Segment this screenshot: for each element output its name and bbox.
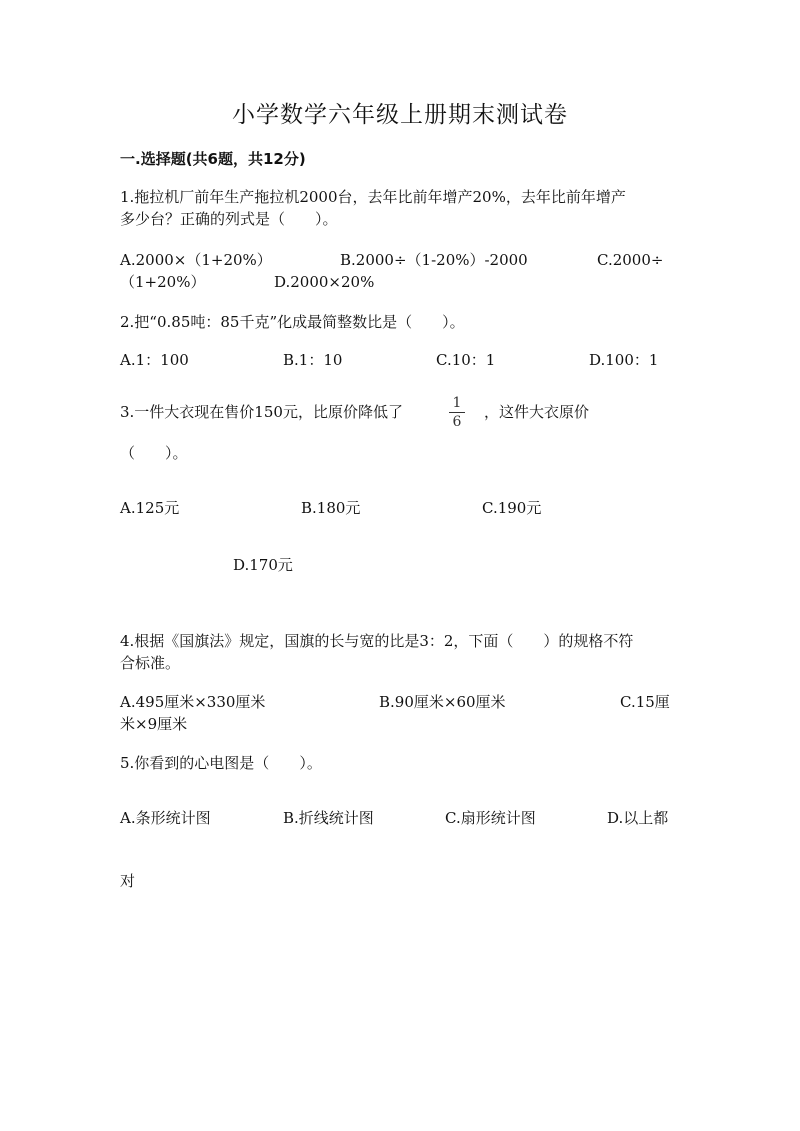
section-heading: 一.选择题(共6题，共12分) [120,150,306,168]
question-2-option-d: D.100：1 [589,351,659,369]
question-1-option-c: C.2000÷ [597,251,664,269]
question-3-text-before: 3.一件大衣现在售价150元，比原价降低了 [120,403,403,421]
question-4-option-c-continued: 米×9厘米 [120,715,188,733]
question-3-line-2: （ ）。 [120,444,188,462]
question-2-option-a: A.1：100 [120,351,189,369]
question-1-line-1: 1.拖拉机厂前年生产拖拉机2000台，去年比前年增产20%，去年比前年增产 [120,188,626,206]
question-2-text: 2.把“0.85吨：85千克”化成最简整数比是（ ）。 [120,313,465,331]
question-4-line-2: 合标准。 [120,654,181,672]
page-title: 小学数学六年级上册期末测试卷 [232,102,568,128]
question-5-option-d: D.以上都 [607,809,669,827]
question-5-text: 5.你看到的心电图是（ ）。 [120,754,322,772]
question-3-option-c: C.190元 [482,499,542,517]
question-3-option-a: A.125元 [120,499,180,517]
question-1-option-d: D.2000×20% [274,273,375,291]
question-3-option-d: D.170元 [233,556,293,574]
fraction-bar [449,412,465,413]
question-1-line-2: 多少台？正确的列式是（ ）。 [120,210,338,228]
question-5-option-c: C.扇形统计图 [445,809,536,827]
question-1-option-a: A.2000×（1+20%） [120,251,272,269]
fraction [446,396,468,429]
question-4-option-a: A.495厘米×330厘米 [120,693,266,711]
question-2-option-c: C.10：1 [436,351,496,369]
question-5-option-a: A.条形统计图 [120,809,211,827]
question-1-option-c-continued: （1+20%） [120,273,206,291]
question-1-option-b: B.2000÷（1-20%）-2000 [340,251,528,269]
question-4-option-b: B.90厘米×60厘米 [379,693,506,711]
question-5-option-d-continued: 对 [120,872,136,890]
question-4-option-c: C.15厘 [620,693,670,711]
question-3-text-after: ，这件大衣原价 [484,403,590,421]
question-4-line-1: 4.根据《国旗法》规定，国旗的长与宽的比是3：2，下面（ ）的规格不符 [120,632,634,650]
fraction-numerator: 1 [452,395,462,411]
fraction-denominator: 6 [452,414,462,430]
question-5-option-b: B.折线统计图 [283,809,374,827]
question-3-option-b: B.180元 [301,499,361,517]
question-2-option-b: B.1：10 [283,351,343,369]
